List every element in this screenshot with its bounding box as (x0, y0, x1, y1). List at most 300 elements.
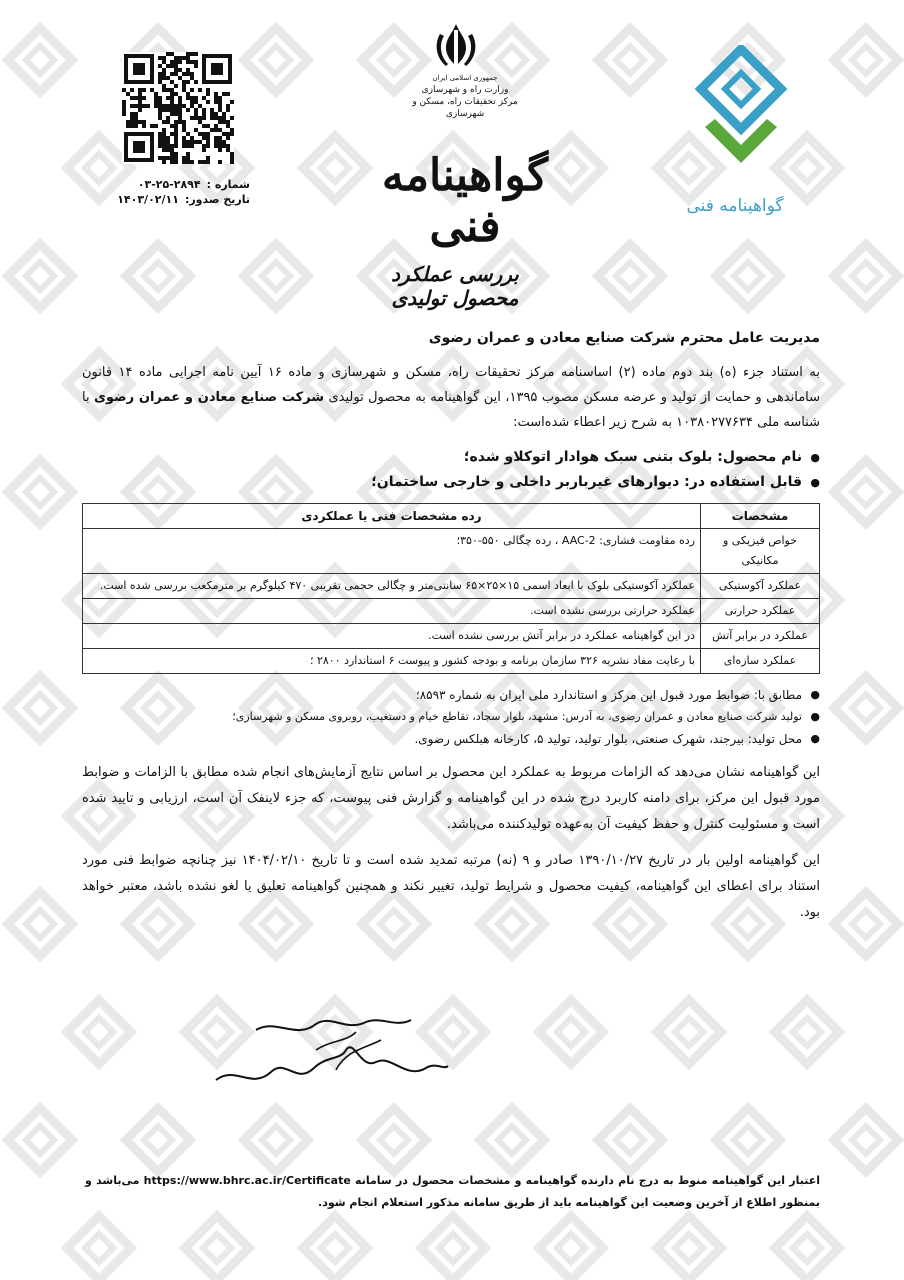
ministry-line: جمهوری اسلامی ایران (432, 74, 498, 82)
qr-cell (170, 148, 174, 152)
qr-cell (226, 148, 230, 152)
qr-cell (170, 92, 174, 96)
qr-cell (222, 92, 226, 96)
qr-cell (174, 132, 178, 136)
spec-name: عملکرد حرارتی (701, 599, 820, 624)
qr-cell (186, 140, 190, 144)
qr-cell (170, 144, 174, 148)
qr-cell (170, 72, 174, 76)
qr-cell (218, 160, 222, 164)
logo-caption: گواهینامه فنی (686, 196, 784, 216)
qr-cell (166, 76, 170, 80)
qr-cell (154, 100, 158, 104)
qr-cell (190, 60, 194, 64)
qr-cell (122, 108, 126, 112)
spec-value: در این گواهینامه عملکرد در برابر آتش بررسی نشده است. (83, 624, 701, 649)
qr-cell (174, 60, 178, 64)
footer-text: می‌باشد و بمنظور اطلاع از آخرین وضعیت این گواهینامه باید از طریق سامانه مذکور استعلام انجام شود. (85, 1174, 820, 1209)
qr-cell (130, 116, 134, 120)
qr-cell (218, 108, 222, 112)
location-item: ● محل تولید: بیرجند، شهرک صنعتی، بلوار تولید، تولید ۵، کارخانه هبلکس رضوی. (82, 728, 802, 750)
qr-cell (198, 88, 202, 92)
qr-cell (202, 112, 206, 116)
certificate-number: ۰۳-۲۵-۲۸۹۴ (137, 178, 201, 191)
qr-cell (126, 92, 130, 96)
qr-cell (226, 136, 230, 140)
spec-value: عملکرد حرارتی بررسی نشده است. (83, 599, 701, 624)
qr-cell (174, 136, 178, 140)
qr-cell (190, 116, 194, 120)
qr-cell (158, 140, 162, 144)
qr-cell (170, 156, 174, 160)
qr-cell (138, 104, 142, 108)
qr-cell (142, 120, 146, 124)
qr-cell (174, 104, 178, 108)
qr-code-icon (122, 52, 234, 164)
qr-cell (134, 112, 138, 116)
qr-cell (194, 80, 198, 84)
certificate-meta (100, 177, 250, 207)
qr-cell (210, 108, 214, 112)
qr-cell (186, 56, 190, 60)
qr-cell (218, 96, 222, 100)
column-header-spec: مشخصات (701, 504, 820, 529)
qr-cell (162, 132, 166, 136)
intro-paragraph (82, 360, 820, 435)
qr-cell (142, 104, 146, 108)
qr-cell (170, 60, 174, 64)
qr-cell (150, 88, 154, 92)
qr-cell (166, 108, 170, 112)
qr-cell (170, 88, 174, 92)
qr-cell (174, 92, 178, 96)
qr-cell (174, 84, 178, 88)
qr-cell (218, 116, 222, 120)
qr-cell (190, 100, 194, 104)
qr-cell (178, 96, 182, 100)
qr-cell (130, 124, 134, 128)
qr-cell (174, 108, 178, 112)
qr-cell (226, 144, 230, 148)
qr-cell (158, 112, 162, 116)
qr-cell (138, 108, 142, 112)
iran-emblem-icon (430, 20, 482, 72)
certificate-body (82, 330, 820, 926)
qr-cell (174, 64, 178, 68)
product-usage: ● قابل استفاده در: دیوارهای غیرباربر داخلی و خارجی ساختمان؛ (82, 470, 802, 495)
qr-cell (134, 124, 138, 128)
qr-cell (222, 140, 226, 144)
qr-cell (182, 120, 186, 124)
table-row (83, 529, 820, 574)
qr-cell (226, 120, 230, 124)
qr-cell (158, 64, 162, 68)
qr-cell (202, 124, 206, 128)
qr-cell (190, 160, 194, 164)
qr-cell (194, 108, 198, 112)
qr-cell (158, 108, 162, 112)
qr-cell (218, 120, 222, 124)
qr-cell (222, 116, 226, 120)
qr-cell (214, 92, 218, 96)
intro-text: با شناسه ملی ۱۰۳۸۰۲۷۷۶۳۴ به شرح زیر اعطاء شده‌است: (82, 390, 820, 430)
qr-cell (182, 124, 186, 128)
qr-cell (194, 112, 198, 116)
qr-cell (170, 80, 174, 84)
qr-cell (186, 52, 190, 56)
qr-cell (214, 136, 218, 140)
qr-cell (158, 156, 162, 160)
qr-cell (206, 88, 210, 92)
qr-cell (170, 160, 174, 164)
qr-cell (182, 136, 186, 140)
qr-cell (174, 120, 178, 124)
qr-cell (178, 116, 182, 120)
qr-cell (210, 112, 214, 116)
qr-cell (158, 116, 162, 120)
qr-cell (194, 64, 198, 68)
compliance-item: ● مطابق با: ضوابط مورد قبول این مرکز و استاندارد ملی ایران به شماره ۸۵۹۳؛ (82, 684, 802, 706)
spec-name: عملکرد در برابر آتش (701, 624, 820, 649)
qr-cell (206, 160, 210, 164)
qr-cell (226, 108, 230, 112)
qr-cell (226, 132, 230, 136)
table-row (83, 599, 820, 624)
qr-cell (138, 120, 142, 124)
qr-cell (190, 72, 194, 76)
qr-cell (166, 52, 170, 56)
qr-cell (230, 132, 234, 136)
qr-cell (198, 140, 202, 144)
qr-cell (162, 128, 166, 132)
qr-cell (166, 120, 170, 124)
qr-cell (186, 152, 190, 156)
qr-cell (138, 96, 142, 100)
qr-cell (166, 64, 170, 68)
qr-cell (166, 136, 170, 140)
spec-table (82, 503, 820, 674)
qr-cell (194, 100, 198, 104)
qr-cell (222, 112, 226, 116)
spec-value: عملکرد آکوستیکی بلوک با ابعاد اسمی ۱۵×۲۵×۶۵ سانتی‌متر و چگالی حجمی تقریبی ۴۷۰ کیلوگرم بر مترمکعب بررسی شده است. (83, 574, 701, 599)
qr-cell (154, 124, 158, 128)
qr-cell (202, 132, 206, 136)
page-title: گواهینامه فنی (381, 150, 549, 252)
qr-cell (162, 140, 166, 144)
qr-cell (158, 56, 162, 60)
qr-cell (174, 144, 178, 148)
table-row (83, 649, 820, 674)
qr-cell (186, 80, 190, 84)
qr-cell (214, 140, 218, 144)
qr-cell (166, 96, 170, 100)
qr-cell (178, 68, 182, 72)
qr-cell (174, 156, 178, 160)
qr-cell (162, 56, 166, 60)
qr-cell (214, 124, 218, 128)
certificate-logo-icon (695, 45, 787, 185)
qr-cell (182, 156, 186, 160)
qr-cell (194, 60, 198, 64)
qr-cell (166, 104, 170, 108)
qr-cell (138, 88, 142, 92)
qr-cell (162, 148, 166, 152)
signature-image (196, 1010, 456, 1110)
qr-cell (190, 52, 194, 56)
qr-cell (230, 152, 234, 156)
qr-cell (194, 140, 198, 144)
table-header-row (83, 504, 820, 529)
qr-cell (162, 72, 166, 76)
qr-cell (158, 96, 162, 100)
qr-cell (178, 104, 182, 108)
qr-cell (202, 148, 206, 152)
ministry-line: وزارت راه و شهرسازی (421, 85, 509, 95)
column-header-grade: رده مشخصات فنی یا عملکردی (83, 504, 701, 529)
ministry-line: مرکز تحقیقات راه، مسکن و شهرسازی (412, 97, 518, 119)
qr-cell (198, 104, 202, 108)
qr-cell (190, 136, 194, 140)
qr-cell (178, 100, 182, 104)
qr-cell (174, 160, 178, 164)
qr-cell (166, 156, 170, 160)
product-list (82, 445, 820, 495)
footer-note (85, 1170, 820, 1214)
qr-cell (162, 76, 166, 80)
qr-cell (206, 140, 210, 144)
qr-cell (162, 156, 166, 160)
qr-cell (174, 68, 178, 72)
validation-paragraph: این گواهینامه نشان می‌دهد که الزامات مربوط به عملکرد این محصول بر اساس نتایج آزمایش‌های انجام شده مطابق با الزامات و ضوابط مورد قبول این مرکز، برای دامنه کاربرد درج شده در این گواهینامه و گزارش فنی پیوست، که جزء لاینفک آن است، ارزیابی و تایید شده است و مسئولیت کنترل و حفظ کیفیت آن به‌عهده تولیدکننده می‌باشد. (82, 765, 820, 832)
qr-cell (186, 160, 190, 164)
qr-cell (182, 104, 186, 108)
qr-cell (206, 144, 210, 148)
spec-name: خواص فیزیکی و مکانیکی (701, 529, 820, 574)
qr-cell (130, 104, 134, 108)
qr-cell (186, 72, 190, 76)
qr-cell (182, 140, 186, 144)
qr-cell (162, 104, 166, 108)
qr-cell (178, 108, 182, 112)
qr-cell (182, 128, 186, 132)
qr-cell (154, 92, 158, 96)
qr-cell (178, 120, 182, 124)
qr-cell (162, 108, 166, 112)
qr-cell (142, 124, 146, 128)
spec-value: رده مقاومت فشاری: AAC-2 ، رده چگالی ۵۵۰-۳۵۰؛ (83, 529, 701, 574)
producer-item: ● تولید شرکت صنایع معادن و عمران رضوی، به آدرس: مشهد، بلوار سجاد، تقاطع خیام و دستغیب، روبروی مسکن و شهرسازی؛ (82, 706, 802, 728)
qr-cell (174, 112, 178, 116)
qr-cell (130, 96, 134, 100)
qr-cell (122, 100, 126, 104)
qr-cell (174, 124, 178, 128)
qr-cell (174, 152, 178, 156)
qr-cell (182, 72, 186, 76)
qr-cell (230, 100, 234, 104)
qr-cell (226, 104, 230, 108)
qr-cell (182, 88, 186, 92)
qr-cell (130, 120, 134, 124)
qr-cell (206, 132, 210, 136)
qr-cell (214, 112, 218, 116)
qr-cell (202, 136, 206, 140)
details-list (82, 684, 820, 750)
validity-paragraph: این گواهینامه اولین بار در تاریخ ۱۳۹۰/۱۰/۲۷ صادر و ۹ (نه) مرتبه تمدید شده است و تا تاریخ ۱۴۰۴/۰۲/۱۰ نیز چنانچه ضوابط فنی مورد استناد برای اعطای این گواهینامه، کیفیت محصول و شرایط تولید، تغییر نکند و همچنین گواهینامه تعلیق یا لغو نشده باشد، معتبر خواهد بود. (82, 853, 820, 920)
qr-cell (206, 156, 210, 160)
page-subtitle: بررسی عملکرد محصول تولیدی (391, 262, 519, 310)
qr-cell (202, 96, 206, 100)
qr-cell (122, 112, 126, 116)
qr-cell (170, 104, 174, 108)
qr-cell (214, 96, 218, 100)
qr-cell (186, 108, 190, 112)
qr-cell (182, 160, 186, 164)
qr-cell (158, 132, 162, 136)
qr-cell (190, 140, 194, 144)
qr-cell (186, 144, 190, 148)
qr-cell (154, 104, 158, 108)
qr-cell (130, 112, 134, 116)
qr-cell (154, 96, 158, 100)
qr-cell (170, 124, 174, 128)
qr-cell (158, 72, 162, 76)
qr-cell (162, 144, 166, 148)
qr-cell (222, 144, 226, 148)
footer-text: اعتبار این گواهینامه منوط به درج نام دارنده گواهینامه و مشخصات محصول در سامانه (350, 1174, 820, 1187)
qr-cell (174, 128, 178, 132)
qr-cell (162, 68, 166, 72)
qr-cell (134, 116, 138, 120)
qr-cell (202, 116, 206, 120)
qr-cell (134, 120, 138, 124)
qr-cell (158, 80, 162, 84)
qr-cell (206, 100, 210, 104)
qr-cell (170, 96, 174, 100)
qr-cell (230, 116, 234, 120)
qr-cell (218, 136, 222, 140)
product-name: ● نام محصول: بلوک بتنی سبک هوادار اتوکلاو شده؛ (82, 445, 802, 470)
company-name: شرکت صنایع معادن و عمران رضوی (93, 390, 325, 405)
qr-cell (198, 132, 202, 136)
qr-cell (134, 104, 138, 108)
qr-cell (170, 52, 174, 56)
number-label: شماره : (206, 178, 250, 191)
spec-name: عملکرد سازه‌ای (701, 649, 820, 674)
qr-cell (178, 60, 182, 64)
qr-cell (174, 140, 178, 144)
qr-cell (202, 160, 206, 164)
qr-cell (182, 84, 186, 88)
qr-cell (190, 88, 194, 92)
qr-cell (222, 120, 226, 124)
spec-name: عملکرد آکوستیکی (701, 574, 820, 599)
qr-cell (134, 96, 138, 100)
date-label: تاریخ صدور: (184, 193, 250, 206)
qr-cell (170, 64, 174, 68)
qr-cell (162, 88, 166, 92)
qr-cell (206, 136, 210, 140)
qr-cell (122, 88, 126, 92)
qr-cell (194, 116, 198, 120)
qr-cell (158, 104, 162, 108)
qr-cell (230, 156, 234, 160)
qr-cell (170, 132, 174, 136)
qr-cell (186, 156, 190, 160)
qr-cell (222, 132, 226, 136)
qr-cell (214, 116, 218, 120)
qr-cell (182, 56, 186, 60)
qr-cell (186, 92, 190, 96)
qr-cell (162, 136, 166, 140)
ministry-lines (395, 72, 535, 120)
qr-cell (194, 128, 198, 132)
qr-cell (210, 128, 214, 132)
qr-cell (230, 160, 234, 164)
qr-cell (146, 104, 150, 108)
qr-cell (158, 100, 162, 104)
qr-cell (230, 128, 234, 132)
qr-cell (214, 100, 218, 104)
qr-cell (158, 144, 162, 148)
qr-cell (206, 124, 210, 128)
qr-cell (202, 108, 206, 112)
spec-value: با رعایت مفاد نشریه ۳۲۶ سازمان برنامه و بودجه کشور و پیوست ۶ استاندارد ۲۸۰۰ ؛ (83, 649, 701, 674)
qr-cell (210, 116, 214, 120)
qr-cell (178, 56, 182, 60)
qr-cell (186, 96, 190, 100)
table-row (83, 624, 820, 649)
qr-cell (182, 144, 186, 148)
qr-cell (170, 100, 174, 104)
table-row (83, 574, 820, 599)
qr-cell (198, 120, 202, 124)
qr-cell (190, 76, 194, 80)
qr-cell (218, 148, 222, 152)
verification-link[interactable]: https://www.bhrc.ac.ir/Certificate (143, 1174, 351, 1187)
qr-cell (126, 124, 130, 128)
qr-cell (218, 104, 222, 108)
qr-cell (194, 96, 198, 100)
qr-cell (126, 120, 130, 124)
qr-cell (218, 128, 222, 132)
qr-cell (174, 56, 178, 60)
qr-cell (122, 104, 126, 108)
qr-cell (162, 84, 166, 88)
qr-cell (166, 148, 170, 152)
qr-cell (174, 72, 178, 76)
qr-cell (218, 100, 222, 104)
qr-cell (194, 52, 198, 56)
qr-cell (198, 160, 202, 164)
qr-cell (158, 136, 162, 140)
qr-cell (186, 68, 190, 72)
qr-cell (218, 140, 222, 144)
qr-cell (190, 96, 194, 100)
qr-cell (130, 88, 134, 92)
qr-cell (150, 124, 154, 128)
qr-cell (166, 116, 170, 120)
qr-cell (182, 80, 186, 84)
qr-cell (190, 144, 194, 148)
qr-cell (162, 60, 166, 64)
qr-cell (218, 144, 222, 148)
qr-cell (170, 108, 174, 112)
qr-cell (142, 96, 146, 100)
qr-cell (162, 160, 166, 164)
qr-cell (166, 144, 170, 148)
intro-text: به استناد جزء (ه) بند دوم ماده (۲) اساسنامه مرکز تحقیقات راه، مسکن و شهرسازی و ماده ۱۶ آیین نامه اجرایی ماده ۱۴ قانون ساماندهی و حمایت از تولید و عرضه مسکن مصوب ۱۳۹۵، این گواهینامه به محصول تولیدی (82, 365, 821, 405)
qr-cell (198, 116, 202, 120)
